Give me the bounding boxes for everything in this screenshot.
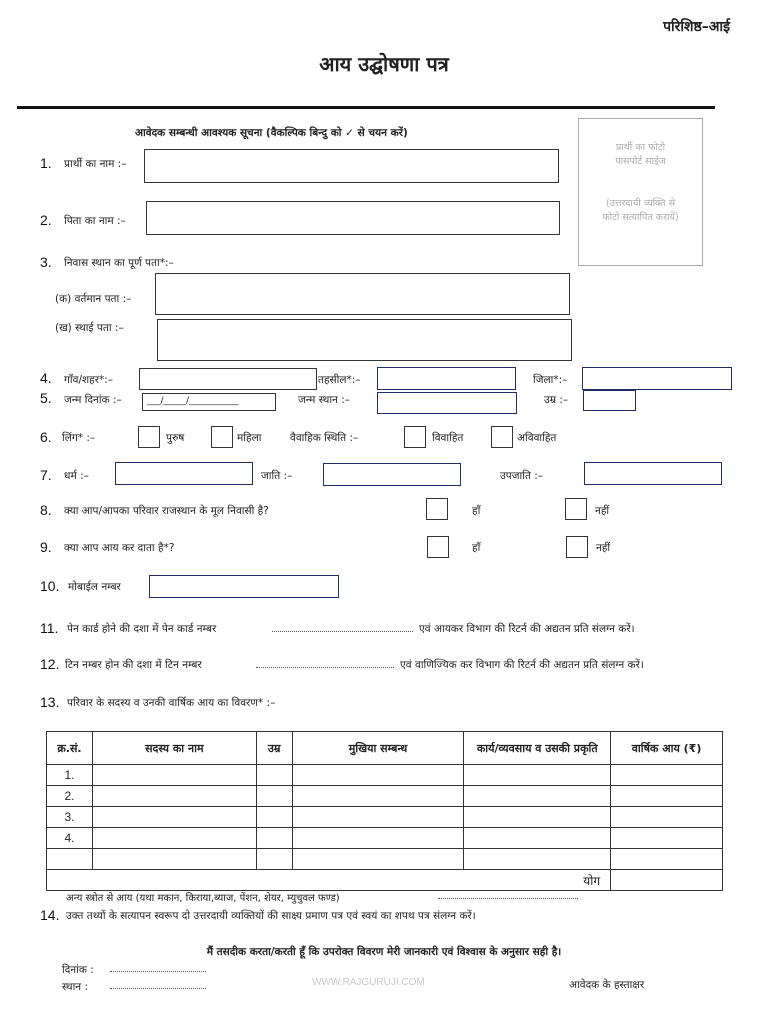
- table-cell[interactable]: [292, 807, 464, 828]
- district-field[interactable]: [582, 367, 732, 390]
- attestation-note: उक्त तथ्यों के सत्यापन स्वरूप दो उत्तरदायी व्यक्तियों की साक्ष्य प्रमाण पत्र एवं स्वयं का शपथ पत्र संलग्न करें।: [66, 910, 476, 922]
- father-name-label: पिता का नाम :–: [64, 215, 126, 227]
- male-label: पुरुष: [166, 432, 185, 444]
- item-number-10: 10.: [40, 578, 60, 594]
- declaration-text: मैं तसदीक करता/करती हूँ कि उपरोक्त विवरण मेरी जानकारी एवं विश्वास के अनुसार सही है।: [206, 946, 562, 958]
- male-checkbox[interactable]: [138, 426, 160, 448]
- photo-box: [578, 118, 703, 266]
- item-number-11: 11.: [40, 620, 59, 636]
- subcaste-label: उपजाति :–: [500, 470, 544, 482]
- marital-status-label: वैवाहिक स्थिति :–: [290, 432, 359, 444]
- table-row: [47, 849, 723, 870]
- column-header-member-name: सदस्य का नाम: [92, 732, 256, 765]
- table-cell[interactable]: [292, 765, 464, 786]
- tin-note: एवं वाणिज्यिक कर विभाग की रिटर्न की अद्यतन प्रति संलग्न करें।: [400, 659, 644, 671]
- pan-field[interactable]: [272, 622, 413, 632]
- table-total-row: [47, 870, 723, 891]
- date-label: दिनांक :: [62, 964, 94, 976]
- table-cell[interactable]: [611, 828, 723, 849]
- item-number-14: 14.: [40, 907, 60, 923]
- birthplace-field[interactable]: [377, 392, 517, 414]
- table-cell[interactable]: [92, 828, 256, 849]
- village-label: गाँव/शहर*:–: [64, 374, 114, 386]
- page-title: आय उद्घोषणा पत्र: [319, 52, 449, 76]
- date-field[interactable]: [110, 962, 206, 972]
- family-income-table: [46, 731, 723, 891]
- table-cell[interactable]: [256, 786, 292, 807]
- row-serial: 1.: [47, 765, 93, 786]
- tin-label: टिन नम्बर होन की दशा में टिन नम्बर: [65, 659, 202, 671]
- tehsil-label: तहसील*:–: [318, 374, 361, 386]
- column-header-serial: क्र.सं.: [47, 732, 93, 765]
- applicant-name-field[interactable]: [144, 149, 559, 183]
- item-number-13: 13.: [40, 694, 60, 710]
- item-number-2: 2.: [40, 212, 52, 228]
- age-field[interactable]: [583, 390, 636, 411]
- table-cell[interactable]: [92, 849, 256, 870]
- native-no-checkbox[interactable]: [565, 498, 587, 520]
- caste-field[interactable]: [323, 463, 461, 486]
- native-yes-label: हाँ: [472, 505, 481, 517]
- table-row: [47, 765, 723, 786]
- place-label: स्थान :: [62, 981, 89, 993]
- place-field[interactable]: [110, 979, 206, 989]
- current-address-label: (क) वर्तमान पता :–: [55, 293, 132, 305]
- table-cell[interactable]: [611, 786, 723, 807]
- item-number-9: 9.: [40, 539, 52, 555]
- tin-field[interactable]: [256, 658, 394, 668]
- address-label: निवास स्थान का पूर्ण पता*:–: [64, 257, 174, 269]
- item-number-7: 7.: [40, 467, 52, 483]
- table-cell[interactable]: [464, 765, 611, 786]
- taxpayer-label: क्या आप आय कर दाता है*?: [64, 542, 175, 554]
- column-header-annual-income: वार्षिक आय (₹): [611, 732, 723, 765]
- pan-note: एवं आयकर विभाग की रिटर्न की अद्यतन प्रति संलग्न करें।: [419, 623, 635, 635]
- table-cell[interactable]: [256, 849, 292, 870]
- table-cell[interactable]: [464, 807, 611, 828]
- column-header-age: उम्र: [256, 732, 292, 765]
- section-heading: आवेदक सम्बन्धी आवश्यक सूचना (वैकल्पिक बिन्दु को ✓ से चयन करें): [135, 127, 408, 139]
- mobile-field[interactable]: [149, 575, 339, 598]
- table-cell[interactable]: [92, 786, 256, 807]
- tehsil-field[interactable]: [377, 367, 516, 390]
- table-cell[interactable]: [611, 765, 723, 786]
- appendix-label: परिशिष्ठ–आई: [663, 19, 730, 35]
- photo-text-4: फोटो सत्यापित करायें): [602, 212, 679, 223]
- table-cell[interactable]: [92, 765, 256, 786]
- permanent-address-label: (ख) स्थाई पता :–: [55, 322, 124, 334]
- item-number-4: 4.: [40, 370, 52, 386]
- permanent-address-field[interactable]: [157, 319, 572, 361]
- religion-label: धर्म :–: [64, 470, 89, 482]
- table-cell[interactable]: [464, 828, 611, 849]
- native-no-label: नहीं: [595, 505, 610, 517]
- taxpayer-yes-label: हाँ: [472, 542, 481, 554]
- table-cell[interactable]: [464, 786, 611, 807]
- married-checkbox[interactable]: [404, 426, 426, 448]
- table-cell[interactable]: [292, 828, 464, 849]
- other-income-label: अन्य स्त्रोत से आय (यथा मकान, किराया,ब्याज, पेंशन, शेयर, म्युचुवल फण्ड): [66, 893, 340, 904]
- unmarried-label: अविवाहित: [517, 432, 557, 444]
- village-field[interactable]: [139, 368, 317, 390]
- row-serial: 4.: [47, 828, 93, 849]
- native-resident-label: क्या आप/आपका परिवार राजस्थान के मूल निवासी है?: [64, 505, 269, 517]
- native-yes-checkbox[interactable]: [426, 498, 448, 520]
- total-label: योग: [47, 870, 611, 891]
- pan-label: पेन कार्ड होने की दशा में पेन कार्ड नम्बर: [67, 623, 217, 635]
- item-number-1: 1.: [40, 155, 52, 171]
- table-cell[interactable]: [256, 765, 292, 786]
- photo-text-2: पासपोर्ट साईज: [615, 156, 666, 167]
- table-row: [47, 807, 723, 828]
- item-number-8: 8.: [40, 502, 52, 518]
- father-name-field[interactable]: [146, 201, 560, 235]
- table-cell[interactable]: [464, 849, 611, 870]
- column-header-relation: मुखिया सम्बन्ध: [292, 732, 464, 765]
- item-number-12: 12.: [40, 656, 60, 672]
- table-cell[interactable]: [256, 807, 292, 828]
- total-cell[interactable]: [611, 870, 723, 891]
- current-address-field[interactable]: [155, 273, 570, 315]
- photo-text-1: प्रार्थी का फोटो: [615, 142, 666, 153]
- row-serial: [47, 849, 93, 870]
- caste-label: जाति :–: [261, 470, 293, 482]
- other-income-field[interactable]: [438, 889, 578, 899]
- dob-field[interactable]: ___/_____/___________: [142, 393, 276, 411]
- subcaste-field[interactable]: [584, 462, 722, 485]
- watermark: WWW.RAJGURUJI.COM: [312, 977, 425, 988]
- unmarried-checkbox[interactable]: [491, 426, 513, 448]
- photo-text-3: (उत्तरदायी व्यक्ति से: [605, 198, 676, 209]
- table-cell[interactable]: [292, 849, 464, 870]
- taxpayer-no-checkbox[interactable]: [566, 536, 588, 558]
- item-number-6: 6.: [40, 429, 52, 445]
- female-label: महिला: [237, 432, 262, 444]
- taxpayer-yes-checkbox[interactable]: [427, 536, 449, 558]
- signature-label: आवेदक के हस्ताक्षर: [569, 979, 645, 991]
- mobile-label: मोबाईल नम्बर: [68, 581, 121, 593]
- table-cell[interactable]: [611, 849, 723, 870]
- age-label: उम्र :–: [544, 394, 569, 406]
- applicant-name-label: प्रार्थी का नाम :–: [64, 158, 127, 170]
- female-checkbox[interactable]: [211, 426, 233, 448]
- row-serial: 3.: [47, 807, 93, 828]
- row-serial: 2.: [47, 786, 93, 807]
- header-rule: [17, 106, 715, 109]
- table-row: [47, 828, 723, 849]
- column-header-occupation: कार्य/व्यवसाय व उसकी प्रकृति: [464, 732, 611, 765]
- family-income-label: परिवार के सदस्य व उनकी वार्षिक आय का विवरण* :–: [67, 697, 276, 709]
- taxpayer-no-label: नहीं: [596, 542, 611, 554]
- table-cell[interactable]: [292, 786, 464, 807]
- gender-label: लिंग* :–: [62, 432, 96, 444]
- table-cell[interactable]: [611, 807, 723, 828]
- table-header-row: [47, 732, 723, 765]
- religion-field[interactable]: [115, 462, 253, 485]
- item-number-3: 3.: [40, 254, 52, 270]
- dob-label: जन्म दिनांक :–: [64, 394, 122, 406]
- married-label: विवाहित: [432, 432, 464, 444]
- birthplace-label: जन्म स्थान :–: [298, 394, 351, 406]
- item-number-5: 5.: [40, 390, 52, 406]
- table-cell[interactable]: [256, 828, 292, 849]
- district-label: जिला*:–: [533, 374, 568, 386]
- table-cell[interactable]: [92, 807, 256, 828]
- table-row: [47, 786, 723, 807]
